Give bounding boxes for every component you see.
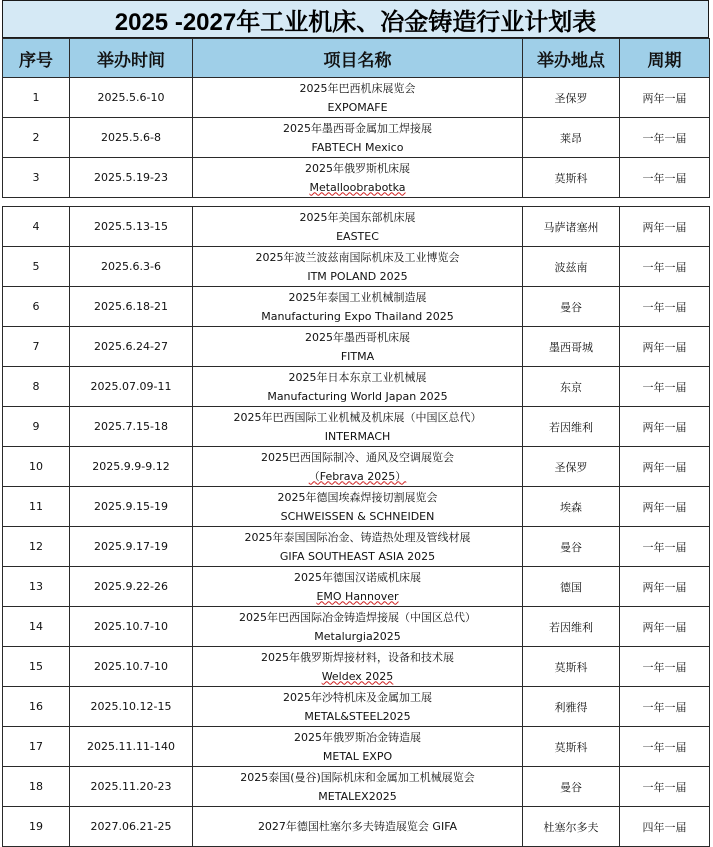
cell-no: 4: [3, 207, 70, 247]
cell-cycle: 一年一届: [620, 687, 710, 727]
cell-project-name: [193, 78, 523, 118]
table-row: [3, 118, 710, 158]
cell-no: 13: [3, 567, 70, 607]
cell-cycle: 两年一届: [620, 78, 710, 118]
cell-date: 2025.10.7-10: [70, 607, 193, 647]
cell-place: 马萨诸塞州: [523, 207, 620, 247]
project-name-en: EXPOMAFE: [327, 100, 388, 114]
cell-cycle: 四年一届: [620, 807, 710, 847]
cell-date: 2025.6.3-6: [70, 247, 193, 287]
table-row: [3, 207, 710, 247]
project-name-cn: 2025年俄罗斯冶金铸造展: [294, 730, 421, 744]
project-name-en: ITM POLAND 2025: [307, 269, 408, 283]
table-row: [3, 567, 710, 607]
cell-date: 2025.5.6-10: [70, 78, 193, 118]
project-name-cn: 2025年德国汉诺威机床展: [294, 570, 421, 584]
cell-project-name: [193, 807, 523, 847]
cell-place: 圣保罗: [523, 78, 620, 118]
cell-no: 1: [3, 78, 70, 118]
project-name-cn: 2025年日本东京工业机械展: [288, 370, 427, 384]
cell-date: 2025.9.15-19: [70, 487, 193, 527]
cell-date: 2025.9.9-9.12: [70, 447, 193, 487]
cell-date: 2025.6.18-21: [70, 287, 193, 327]
cell-project-name: [193, 567, 523, 607]
project-name-en: EMO Hannover: [316, 589, 399, 603]
cell-project-name: [193, 207, 523, 247]
project-name-en: （Febrava 2025）: [308, 469, 407, 483]
project-name-en: INTERMACH: [324, 429, 391, 443]
cell-place: 莫斯科: [523, 647, 620, 687]
cell-cycle: 一年一届: [620, 647, 710, 687]
header-project: 项目名称: [193, 39, 523, 78]
cell-project-name: [193, 327, 523, 367]
project-name-en: METAL&STEEL2025: [304, 709, 411, 723]
cell-date: 2025.5.6-8: [70, 118, 193, 158]
project-name-cn: 2027年德国杜塞尔多夫铸造展览会 GIFA: [257, 820, 458, 833]
cell-place: 曼谷: [523, 767, 620, 807]
cell-place: 若因维利: [523, 407, 620, 447]
project-name-cn: 2025年德国埃森焊接切割展览会: [277, 490, 438, 504]
table-row: [3, 727, 710, 767]
cell-no: 6: [3, 287, 70, 327]
project-name-en: FITMA: [340, 349, 375, 363]
cell-no: 2: [3, 118, 70, 158]
cell-cycle: 一年一届: [620, 527, 710, 567]
project-name-cn: 2025年俄罗斯机床展: [305, 161, 410, 175]
project-name-cn: 2025年巴西国际冶金铸造焊接展（中国区总代）: [239, 610, 476, 624]
project-name-cn: 2025年俄罗斯焊接材料，设备和技术展: [261, 650, 454, 664]
cell-no: 10: [3, 447, 70, 487]
cell-no: 12: [3, 527, 70, 567]
table-row: [3, 767, 710, 807]
cell-date: 2027.06.21-25: [70, 807, 193, 847]
project-name-cn: 2025年巴西国际工业机械及机床展（中国区总代）: [233, 410, 482, 424]
cell-place: 莫斯科: [523, 158, 620, 198]
table-row: [3, 78, 710, 118]
header-date: 举办时间: [70, 39, 193, 78]
project-name-en: FABTECH Mexico: [311, 140, 404, 154]
table-row: [3, 327, 710, 367]
cell-cycle: 两年一届: [620, 407, 710, 447]
table-row: [3, 447, 710, 487]
table-row: [3, 367, 710, 407]
header-no: 序号: [3, 39, 70, 78]
cell-project-name: [193, 287, 523, 327]
table-row: [3, 287, 710, 327]
cell-no: 9: [3, 407, 70, 447]
project-name-cn: 2025年墨西哥金属加工焊接展: [283, 121, 432, 135]
project-name-en: Manufacturing Expo Thailand 2025: [261, 309, 454, 323]
cell-no: 15: [3, 647, 70, 687]
table-row: [3, 647, 710, 687]
table-row: [3, 807, 710, 847]
cell-cycle: 一年一届: [620, 767, 710, 807]
cell-place: 波兹南: [523, 247, 620, 287]
cell-cycle: 两年一届: [620, 327, 710, 367]
cell-no: 17: [3, 727, 70, 767]
cell-date: 2025.11.20-23: [70, 767, 193, 807]
project-name-en: GIFA SOUTHEAST ASIA 2025: [279, 549, 436, 563]
project-name-cn: 2025泰国(曼谷)国际机床和金属加工机械展览会: [240, 770, 475, 784]
project-name-cn: 2025年沙特机床及金属加工展: [283, 690, 432, 704]
cell-no: 16: [3, 687, 70, 727]
project-name-cn: 2025年巴西机床展览会: [299, 81, 416, 95]
cell-place: 埃森: [523, 487, 620, 527]
cell-project-name: [193, 767, 523, 807]
cell-cycle: 一年一届: [620, 118, 710, 158]
cell-project-name: [193, 487, 523, 527]
cell-no: 19: [3, 807, 70, 847]
table-row: [3, 407, 710, 447]
cell-project-name: [193, 407, 523, 447]
schedule-table-bottom: [2, 206, 710, 847]
cell-cycle: 两年一届: [620, 567, 710, 607]
cell-place: 利雅得: [523, 687, 620, 727]
header-cycle: 周期: [620, 39, 710, 78]
cell-place: 曼谷: [523, 527, 620, 567]
cell-date: 2025.07.09-11: [70, 367, 193, 407]
header-row: [3, 39, 710, 78]
cell-date: 2025.5.19-23: [70, 158, 193, 198]
cell-project-name: [193, 607, 523, 647]
project-name-en: Manufacturing World Japan 2025: [267, 389, 448, 403]
project-name-en: METAL EXPO: [322, 749, 393, 763]
cell-no: 18: [3, 767, 70, 807]
cell-project-name: [193, 647, 523, 687]
cell-cycle: 一年一届: [620, 727, 710, 767]
cell-no: 14: [3, 607, 70, 647]
project-name-en: EASTEC: [336, 229, 379, 243]
table-row: [3, 607, 710, 647]
project-name-en: Metalurgia2025: [314, 629, 401, 643]
cell-place: 东京: [523, 367, 620, 407]
cell-place: 墨西哥城: [523, 327, 620, 367]
cell-no: 7: [3, 327, 70, 367]
project-name-cn: 2025巴西国际制冷、通风及空调展览会: [261, 450, 454, 464]
table-row: [3, 687, 710, 727]
cell-no: 3: [3, 158, 70, 198]
table-row: [3, 247, 710, 287]
cell-date: 2025.9.17-19: [70, 527, 193, 567]
cell-cycle: 一年一届: [620, 158, 710, 198]
cell-date: 2025.10.7-10: [70, 647, 193, 687]
project-name-cn: 2025年波兰波兹南国际机床及工业博览会: [255, 250, 460, 264]
cell-no: 11: [3, 487, 70, 527]
header-place: 举办地点: [523, 39, 620, 78]
cell-place: 莱昂: [523, 118, 620, 158]
cell-project-name: [193, 247, 523, 287]
cell-place: 曼谷: [523, 287, 620, 327]
cell-cycle: 两年一届: [620, 487, 710, 527]
project-name-cn: 2025年泰国国际冶金、铸造热处理及管线材展: [244, 530, 471, 544]
cell-project-name: [193, 367, 523, 407]
table-row: [3, 527, 710, 567]
schedule-table-top: [2, 38, 710, 198]
cell-no: 5: [3, 247, 70, 287]
project-name-cn: 2025年泰国工业机械制造展: [288, 290, 427, 304]
project-name-en: Metalloobrabotka: [309, 180, 406, 194]
project-name-en: SCHWEISSEN & SCHNEIDEN: [280, 509, 435, 523]
cell-project-name: [193, 687, 523, 727]
cell-place: 杜塞尔多夫: [523, 807, 620, 847]
cell-date: 2025.5.13-15: [70, 207, 193, 247]
cell-cycle: 两年一届: [620, 447, 710, 487]
cell-date: 2025.7.15-18: [70, 407, 193, 447]
cell-place: 圣保罗: [523, 447, 620, 487]
cell-place: 莫斯科: [523, 727, 620, 767]
cell-project-name: [193, 727, 523, 767]
project-name-cn: 2025年美国东部机床展: [299, 210, 416, 224]
cell-project-name: [193, 447, 523, 487]
page-title: 2025 -2027年工业机床、冶金铸造行业计划表: [2, 0, 709, 38]
cell-cycle: 两年一届: [620, 207, 710, 247]
table-row: [3, 487, 710, 527]
cell-date: 2025.9.22-26: [70, 567, 193, 607]
cell-place: 若因维利: [523, 607, 620, 647]
project-name-en: Weldex 2025: [321, 669, 394, 683]
cell-date: 2025.10.12-15: [70, 687, 193, 727]
project-name-en: METALEX2025: [318, 789, 397, 803]
table-row: [3, 158, 710, 198]
cell-place: 德国: [523, 567, 620, 607]
cell-cycle: 一年一届: [620, 367, 710, 407]
cell-project-name: [193, 527, 523, 567]
cell-cycle: 两年一届: [620, 607, 710, 647]
cell-date: 2025.6.24-27: [70, 327, 193, 367]
cell-project-name: [193, 158, 523, 198]
cell-project-name: [193, 118, 523, 158]
cell-cycle: 一年一届: [620, 247, 710, 287]
cell-no: 8: [3, 367, 70, 407]
cell-date: 2025.11.11-140: [70, 727, 193, 767]
cell-cycle: 一年一届: [620, 287, 710, 327]
project-name-cn: 2025年墨西哥机床展: [305, 330, 410, 344]
